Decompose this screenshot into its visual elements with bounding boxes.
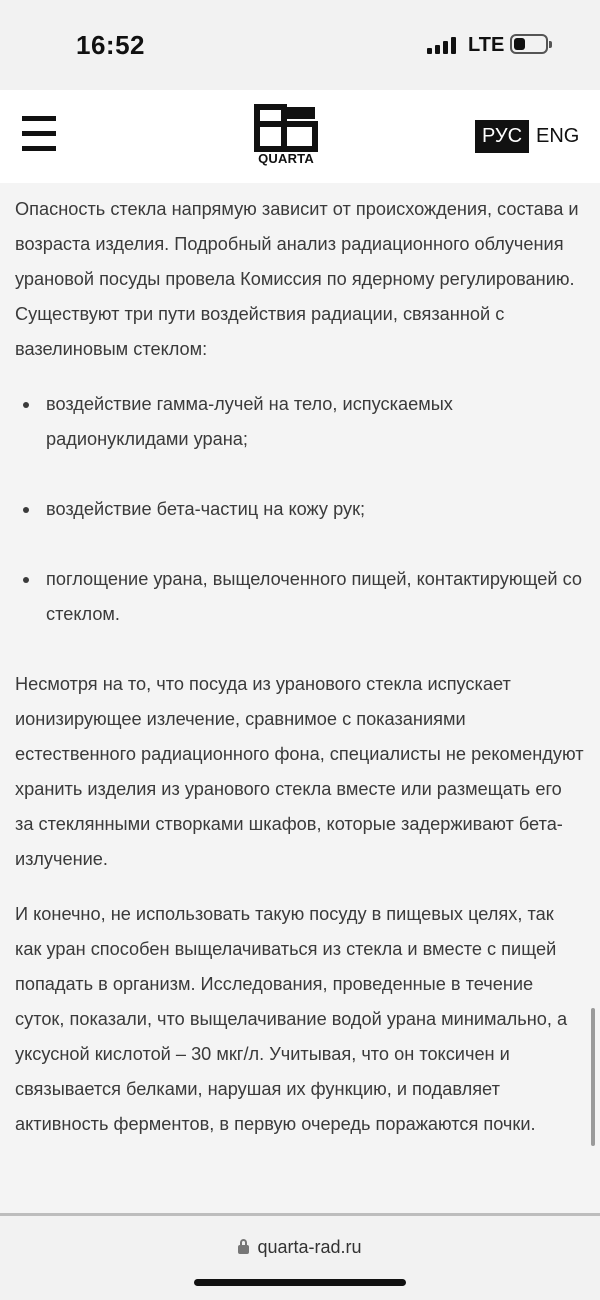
url-display[interactable] <box>0 1237 600 1258</box>
list-item: поглощение урана, выщелоченного пищей, контактирующей со стеклом. <box>15 562 585 632</box>
article-paragraph: И конечно, не использовать такую посуду в пищевых целях, так как уран способен выщелачиваться из стекла и вместе с пищей попадать в организм. Исследования, проведенные в течение суток, показали, что выщелачивание водой урана минимально, а уксусной кислотой – 30 мкг/л. Учитывая, что он токсичен и связывается белками, нарушая их функцию, и подавляет активность ферментов, в первую очередь поражаются почки. <box>15 904 568 1134</box>
home-indicator[interactable] <box>194 1279 406 1286</box>
network-type: LTE <box>468 34 505 56</box>
list-item: воздействие гамма-лучей на тело, испускаемых радионуклидами урана; <box>15 387 585 457</box>
scroll-indicator[interactable] <box>591 1008 595 1146</box>
article-paragraph: Несмотря на то, что посуда из уранового стекла испускает ионизирующее излечение, сравнимое с показаниями естественного радиационного фона, специалисты не рекомендуют хранить изделия из уранового стекла вместе или размещать его за стеклянными створками шкафов, которые задерживают бета-излучение. <box>15 674 584 869</box>
language-en-button[interactable]: ENG <box>536 125 580 147</box>
list-item: воздействие бета-частиц на кожу рук; <box>15 492 585 527</box>
language-ru-button[interactable]: РУС <box>475 120 529 153</box>
signal-bars-icon <box>427 36 457 54</box>
hamburger-menu-icon[interactable] <box>22 116 56 152</box>
lock-icon <box>238 1245 249 1254</box>
article-paragraph: Опасность стекла напрямую зависит от происхождения, состава и возраста изделия. Подробный анализ радиационного облучения урановой посуды провела Комиссия по ядерному регулированию. Существуют три пути воздействия радиации, связанной с вазелиновым стеклом: <box>15 199 579 359</box>
url-text: quarta-rad.ru <box>257 1237 362 1257</box>
logo-text: QUARTA <box>258 151 314 166</box>
bullet-list <box>15 387 585 632</box>
battery-low-icon <box>510 34 548 54</box>
article-content <box>15 192 585 1142</box>
status-time: 16:52 <box>76 30 145 60</box>
